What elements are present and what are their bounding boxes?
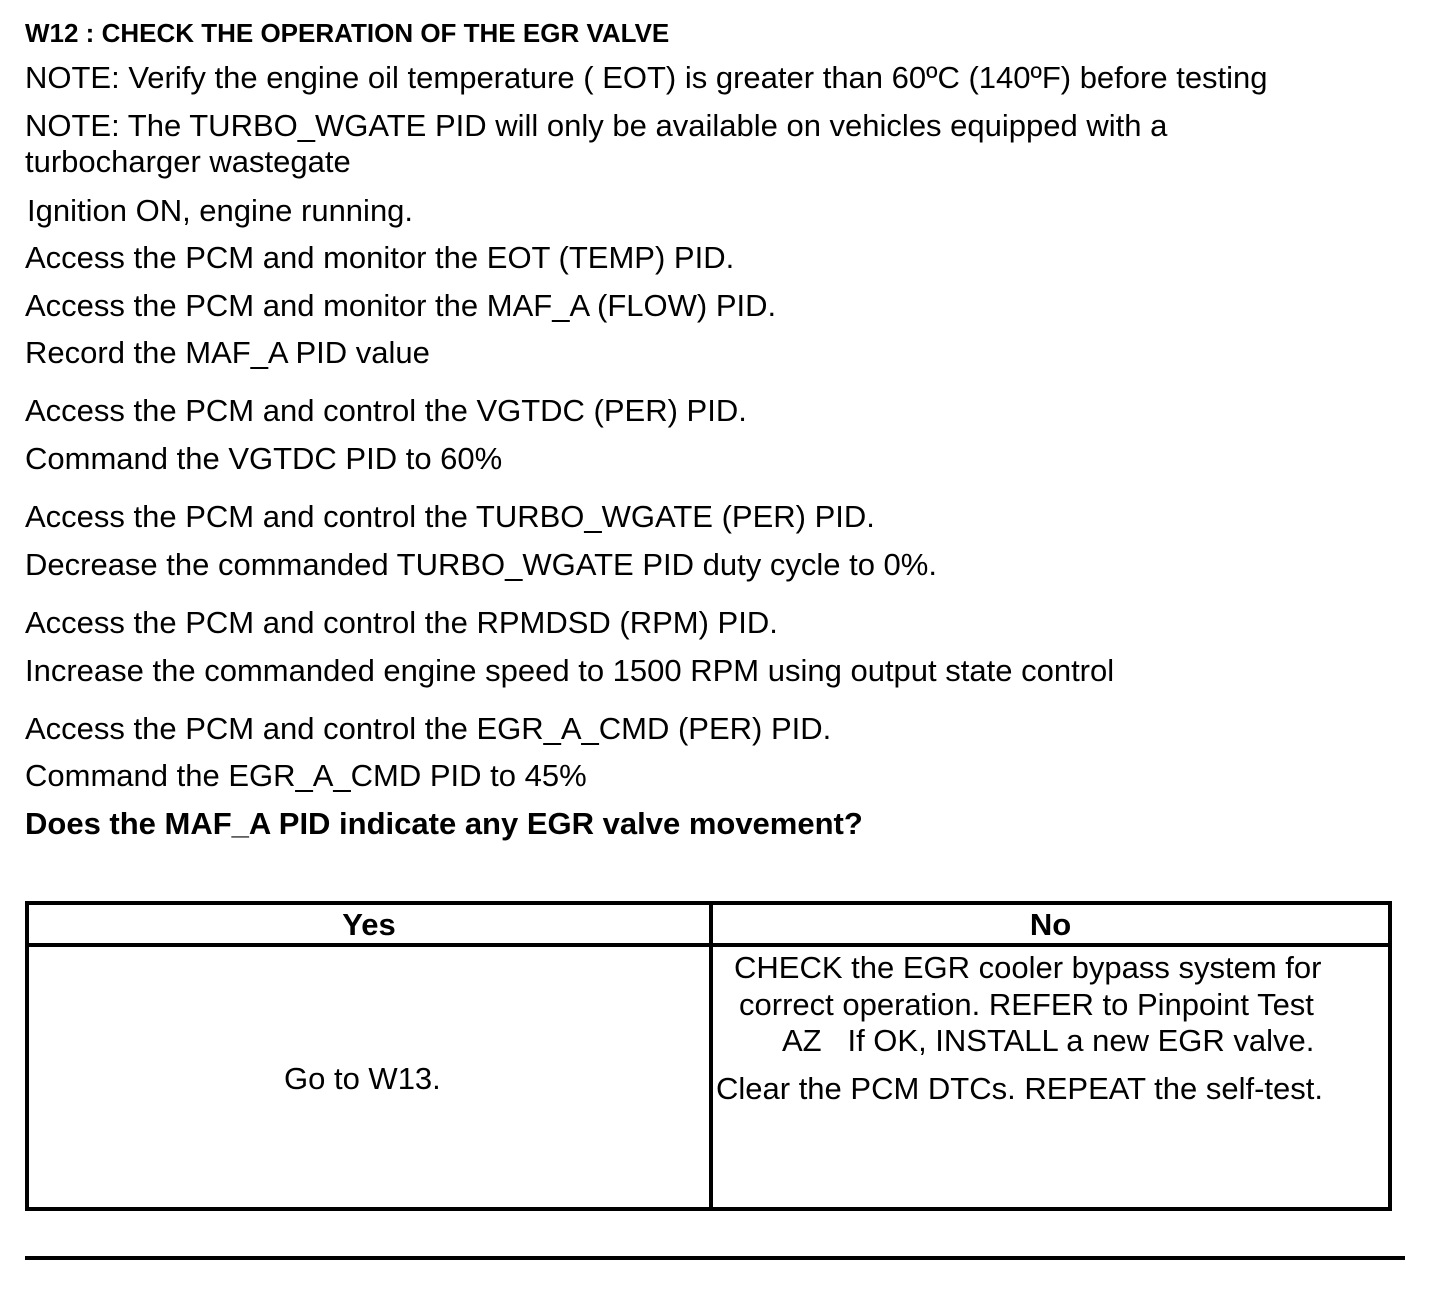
bottom-rule [25,1256,1405,1260]
instruction-record-maf: Record the MAF_A PID value [25,335,430,370]
table-column-divider [709,905,713,1207]
instruction-monitor-maf: Access the PCM and monitor the MAF_A (FLOW) PID. [25,288,777,323]
table-cell-no-line-2: correct operation. REFER to Pinpoint Test [739,987,1314,1022]
table-cell-yes: Go to W13. [284,1061,441,1096]
table-header-no: No [1029,907,1072,942]
note-turbo-wgate: NOTE: The TURBO_WGATE PID will only be available on vehicles equipped with a [25,108,1168,143]
instruction-control-rpmdsd: Access the PCM and control the RPMDSD (RPM) PID. [25,605,778,640]
step-question: Does the MAF_A PID indicate any EGR valve movement? [25,806,863,841]
instruction-increase-engine-speed: Increase the commanded engine speed to 1500 RPM using output state control [25,653,1115,688]
instruction-control-vgtdc: Access the PCM and control the VGTDC (PER) PID. [25,393,747,428]
table-cell-no-line-4: Clear the PCM DTCs. REPEAT the self-test. [716,1071,1323,1106]
table-cell-no-line-3: AZ If OK, INSTALL a new EGR valve. [782,1023,1315,1058]
instruction-command-vgtdc: Command the VGTDC PID to 60% [25,441,503,476]
instruction-control-egr: Access the PCM and control the EGR_A_CMD (PER) PID. [25,711,832,746]
instruction-command-egr: Command the EGR_A_CMD PID to 45% [25,758,587,793]
note-oil-temperature: NOTE: Verify the engine oil temperature ( EOT) is greater than 60ºC (140ºF) before testing [25,60,1268,95]
result-table [25,901,1392,1211]
table-header-divider [29,943,1388,947]
table-header-yes: Yes [342,907,396,942]
note-turbo-wgate-continued: turbocharger wastegate [25,144,351,179]
instruction-decrease-turbo-wgate: Decrease the commanded TURBO_WGATE PID duty cycle to 0%. [25,547,937,582]
table-cell-no-line-1: CHECK the EGR cooler bypass system for [734,950,1322,985]
instruction-control-turbo-wgate: Access the PCM and control the TURBO_WGATE (PER) PID. [25,499,875,534]
step-title: W12 : CHECK THE OPERATION OF THE EGR VALVE [25,18,670,48]
instruction-monitor-eot: Access the PCM and monitor the EOT (TEMP) PID. [25,240,735,275]
instruction-ignition: Ignition ON, engine running. [27,193,414,228]
